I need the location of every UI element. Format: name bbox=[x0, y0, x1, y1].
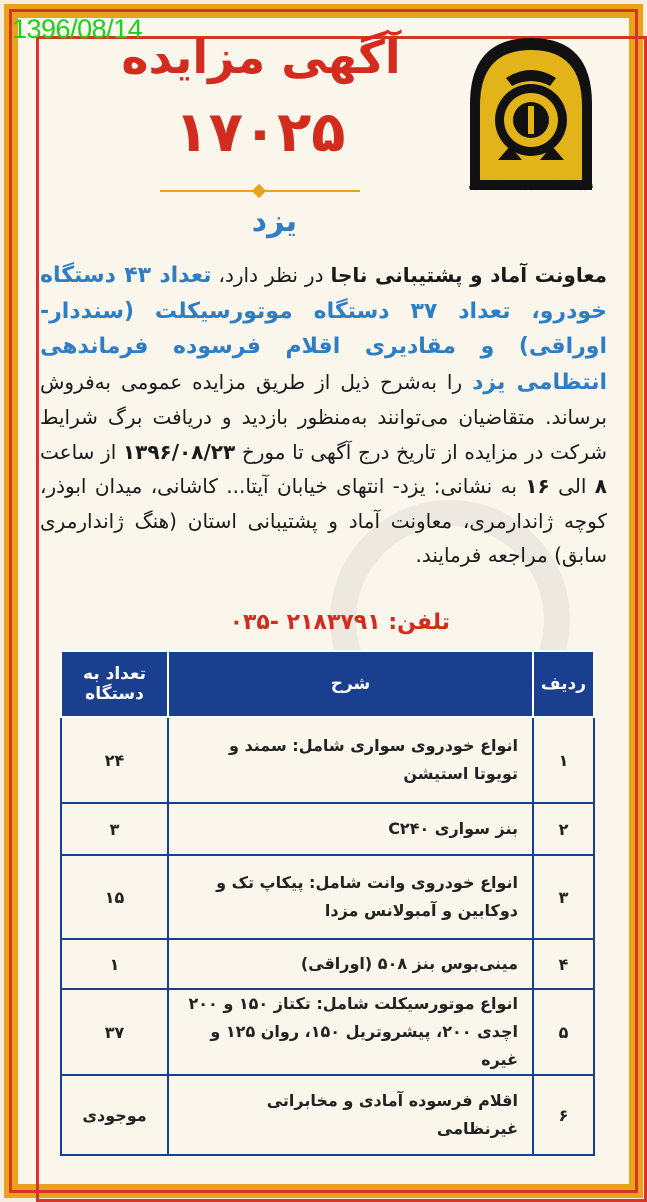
body-items-summary: تعداد ۴۳ دستگاه خودرو، تعداد ۳۷ دستگاه موتورسیکلت (سنددار- اوراقی) و مقادیری اقلام فرسوده فرماندهی انتظامی یزد bbox=[40, 263, 608, 395]
ad-title: آگهی مزایده bbox=[121, 30, 401, 84]
cell-count: ۲۴ bbox=[61, 717, 168, 803]
header-count: تعداد به دستگاه bbox=[61, 651, 168, 717]
table-row bbox=[61, 1075, 594, 1155]
ad-number: ۱۷۰۲۵ bbox=[174, 100, 346, 165]
ad-body bbox=[40, 258, 607, 573]
cell-count: ۳ bbox=[61, 803, 168, 855]
cell-description: بنز سواری C۲۴۰ bbox=[168, 803, 533, 855]
header-row-number: ردیف bbox=[533, 651, 594, 717]
items-table bbox=[60, 650, 595, 1156]
table-header-row bbox=[61, 651, 594, 717]
phone-number: تلفن: ۲۱۸۳۷۹۱ -۰۳۵ bbox=[229, 610, 450, 635]
table-row bbox=[61, 939, 594, 989]
body-time-to: الی bbox=[549, 474, 595, 498]
cell-row-number: ۳ bbox=[533, 855, 594, 939]
cell-row-number: ۵ bbox=[533, 989, 594, 1075]
cell-description: انواع خودروی سواری شامل: سمند و تویوتا استیشن bbox=[168, 717, 533, 803]
cell-count: ۱ bbox=[61, 939, 168, 989]
cell-description: اقلام فرسوده آمادی و مخابراتی غیرنظامی bbox=[168, 1075, 533, 1155]
cell-description: انواع خودروی وانت شامل: پیکاپ تک و دوکابین و آمبولانس مزدا bbox=[168, 855, 533, 939]
city-heading: یزد bbox=[251, 204, 297, 239]
cell-description: انواع موتورسیکلت شامل: تکتاز ۱۵۰ و ۲۰۰ اچدی ۲۰۰، پیشروتریل ۱۵۰، روان ۱۲۵ و غیره bbox=[168, 989, 533, 1075]
cell-count: ۱۵ bbox=[61, 855, 168, 939]
cell-description: مینی‌بوس بنز ۵۰۸ (اوراقی) bbox=[168, 939, 533, 989]
body-time-from: از ساعت bbox=[40, 439, 123, 464]
cell-row-number: ۱ bbox=[533, 717, 594, 803]
header-description: شرح bbox=[168, 651, 533, 717]
cell-row-number: ۴ bbox=[533, 939, 594, 989]
body-intro: در نظر دارد، bbox=[211, 263, 331, 287]
body-organization: معاونت آماد و پشتیبانی ناجا bbox=[330, 263, 607, 287]
cell-count: ۳۷ bbox=[61, 989, 168, 1075]
body-instructions: را به‌شرح ذیل از طریق مزایده عمومی به‌فروش برساند. متقاضیان می‌توانند به‌منظور بازدید و دریافت برگ شرایط شرکت در مزایده از تاریخ درج آگهی تا مورخ bbox=[40, 369, 607, 464]
body-deadline-date: ۱۳۹۶/۰۸/۲۳ bbox=[122, 439, 236, 464]
emblem-caption: نیروی انتظامی جمهوری اسلامی ایران bbox=[468, 181, 594, 190]
body-hour-end: ۱۶ bbox=[525, 474, 550, 498]
cell-row-number: ۶ bbox=[533, 1075, 594, 1155]
police-emblem-icon bbox=[466, 34, 596, 194]
table-row bbox=[61, 717, 594, 803]
table-row bbox=[61, 855, 594, 939]
body-hour-start: ۸ bbox=[594, 474, 607, 498]
cell-count: موجودی bbox=[61, 1075, 168, 1155]
table-row bbox=[61, 803, 594, 855]
date-stamp: 1396/08/14 bbox=[12, 14, 143, 44]
table-row bbox=[61, 989, 594, 1075]
body-address: به نشانی: یزد- انتهای خیابان آیتا... کاشانی، میدان ابوذر، کوچه ژاندارمری، معاونت آماد و پشتیبانی استان (هنگ ژاندارمری سابق) مراجعه فرمایند. bbox=[40, 474, 607, 567]
cell-row-number: ۲ bbox=[533, 803, 594, 855]
